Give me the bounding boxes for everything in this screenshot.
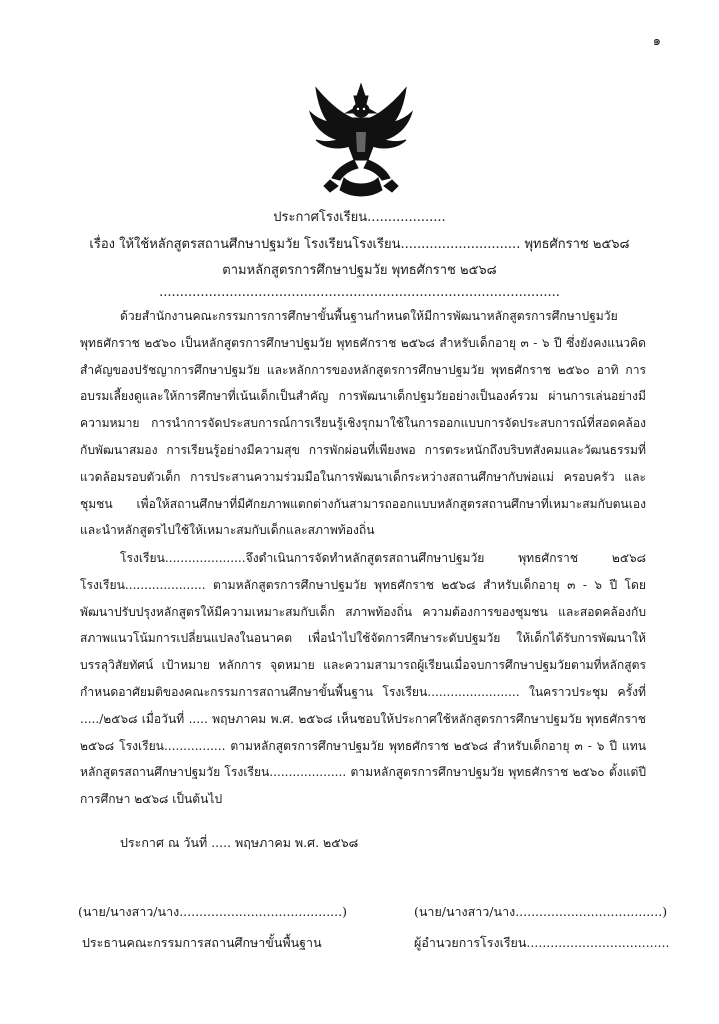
body-paragraph-2: โรงเรียน.....................จึงดำเนินการจัดทำหลักสูตรสถานศึกษาปฐมวัย พุทธศักราช ๒๕๖๘ โรงเรียน..................... ตามหลักสูตรการศึกษาปฐมวัย พุทธศักราช ๒๕๖๘ สำหรับเด็กอายุ ๓ - ๖ ปี โดยพัฒนาปรับปรุงหลักสูตรให้มีความเหมาะสมกับเด็ก สภาพท้องถิ่น ความต้องการของชุมชน และสอดคล้องกับสภาพแนวโน้มการเปลี่ยนแปลงในอนาคต เพื่อนำไปใช้จัดการศึกษาระดับปฐมวัย ให้เด็กได้รับการพัฒนาให้บรรลุวิสัยทัศน์ เป้าหมาย หลักการ จุดหมาย และความสามารถผู้เรียนเมื่อจบการศึกษาปฐมวัยตามที่หลักสูตรกำหนดอาศัยมติของคณะกรรมการสถานศึกษาขั้นพื้นฐาน โรงเรียน........................ ในคราวประชุม ครั้งที่ ...../๒๕๖๘ เมื่อวันที่ ..... พฤษภาคม พ.ศ. ๒๕๖๘ เห็นชอบให้ประกาศใช้หลักสูตรการศึกษาปฐมวัย พุทธศักราช ๒๕๖๘ โรงเรียน................ ตามหลักสูตรการศึกษาปฐมวัย พุทธศักราช ๒๕๖๘ สำหรับเด็กอายุ ๓ - ๖ ปี แทนหลักสูตรสถานศึกษาปฐมวัย โรงเรียน.................... ตามหลักสูตรการศึกษาปฐมวัย พุทธศักราช ๒๕๖๐ ตั้งแต่ปีการศึกษา ๒๕๖๘ เป็นต้นไป [80,551,646,807]
left-signatory-name: (นาย/นางสาว/นาง.........................................) [78,904,347,919]
announcement-subject: เรื่อง ให้ใช้หลักสูตรสถานศึกษาปฐมวัย โรงเรียนโรงเรียน............................. พุทธศักราช ๒๕๖๘ [89,237,630,252]
announcement-title: ประกาศโรงเรียน................... [273,210,446,225]
left-signatory-title: ประธานคณะกรรมการสถานศึกษาขั้นพื้นฐาน [82,935,322,950]
separator-line: ................................................................................................. [159,285,560,300]
body-paragraph-1: ด้วยสำนักงานคณะกรรมการการศึกษาขั้นพื้นฐานกำหนดให้มีการพัฒนาหลักสูตรการศึกษาปฐมวัย พุทธศักราช ๒๕๖๐ เป็นหลักสูตรการศึกษาปฐมวัย พุทธศักราช ๒๕๖๘ สำหรับเด็กอายุ ๓ - ๖ ปี ซึ่งยังคงแนวคิดสำคัญของปรัชญาการศึกษาปฐมวัย และหลักการของหลักสูตรการศึกษาปฐมวัย พุทธศักราช ๒๕๖๐ อาทิ การอบรมเลี้ยงดูและให้การศึกษาที่เน้นเด็กเป็นสำคัญ การพัฒนาเด็กปฐมวัยอย่างเป็นองค์รวม ผ่านการเล่นอย่างมีความหมาย การนำการจัดประสบการณ์การเรียนรู้เชิงรุกมาใช้ในการออกแบบการจัดประสบการณ์ที่สอดคล้องกับพัฒนาสมอง การเรียนรู้อย่างมีความสุข การพักผ่อนที่เพียงพอ การตระหนักถึงบริบทสังคมและวัฒนธรรมที่แวดล้อมรอบตัวเด็ก การประสานความร่วมมือในการพัฒนาเด็กระหว่างสถานศึกษากับพ่อแม่ ครอบครัว และชุมชน เพื่อให้สถานศึกษาที่มีศักยภาพแตกต่างกันสามารถออกแบบหลักสูตรสถานศึกษาที่เหมาะสมกับตนเองและนำหลักสูตรไปใช้ให้เหมาะสมกับเด็กและสภาพท้องถิ่น [80,309,646,538]
garuda-emblem-icon [308,82,414,200]
curriculum-reference: ตามหลักสูตรการศึกษาปฐมวัย พุทธศักราช ๒๕๖๘ [222,263,497,278]
page-number: ๑ [652,34,661,49]
right-signatory-title: ผู้อำนวยการโรงเรียน.................................... [414,935,670,950]
right-signatory-name: (นาย/นางสาว/นาง.....................................) [414,904,668,919]
announcement-date: ประกาศ ณ วันที่ ..... พฤษภาคม พ.ศ. ๒๕๖๘ [120,835,359,850]
